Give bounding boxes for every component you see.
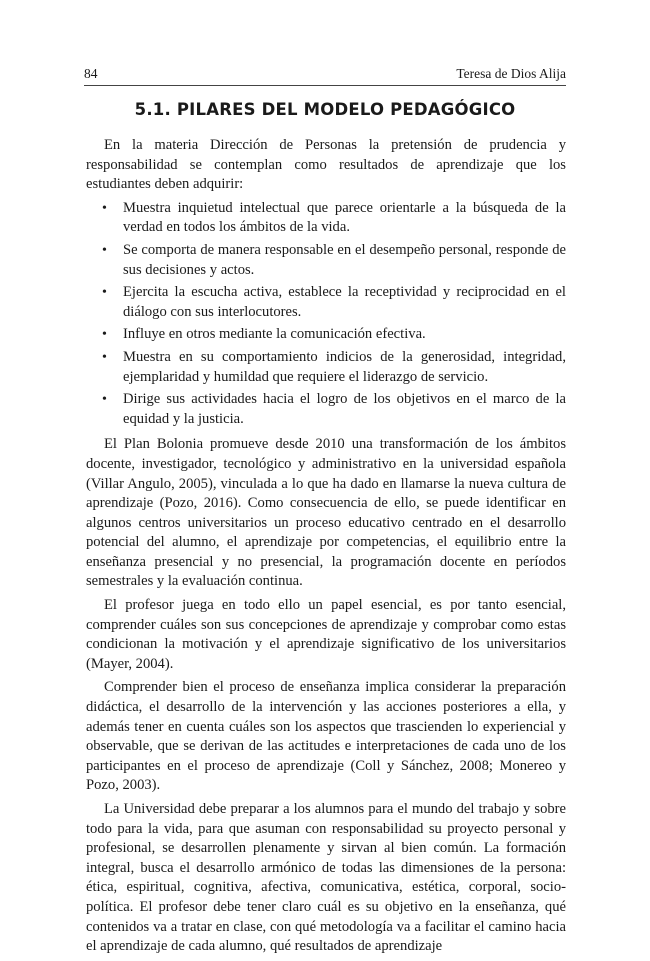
bullet-icon: • bbox=[102, 200, 107, 216]
paragraph: Comprender bien el proceso de enseñanza implica considerar la preparación didáctica, el desarrollo de la intervención y las acciones posteriores a ella, y además tener en cuenta cuáles son los aspectos que trascienden lo experiencial y observable, que se derivan de las actitudes e interpretaciones de cada uno de los participantes en el proceso de aprendizaje (Coll y Sánchez, 2008; Monereo y Pozo, 2003). bbox=[86, 679, 566, 794]
body-text bbox=[86, 136, 566, 961]
bullet-icon: • bbox=[102, 242, 107, 258]
list-item-text: Influye en otros mediante la comunicación efectiva. bbox=[123, 326, 426, 343]
list-item-text: Dirige sus actividades hacia el logro de los objetivos en el marco de la equidad y la justicia. bbox=[123, 391, 566, 427]
paragraph: El profesor juega en todo ello un papel esencial, es por tanto esencial, comprender cuáles son sus concepciones de aprendizaje y comprobar como estas condicionan la motivación y el aprendizaje significativo de los universitarios (Mayer, 2004). bbox=[86, 597, 566, 672]
running-header bbox=[84, 64, 566, 86]
list-item-text: Muestra inquietud intelectual que parece orientarle a la búsqueda de la verdad en todos los ámbitos de la vida. bbox=[123, 199, 566, 236]
paragraph: El Plan Bolonia promueve desde 2010 una transformación de los ámbitos docente, investigador, tecnológico y administrativo en la universidad española (Villar Angulo, 2005), vinculada a lo que ha dado en llamarse la nueva cultura de aprendizaje (Pozo, 2016). Como consecuencia de ello, se puede identificar en algunos centros universitarios un proceso educativo centrado en el desarrollo potencial del alumno, el aprendizaje por competencias, el equilibrio entre la enseñanza presencial y no presencial, la programación docente en períodos semestrales y la evaluación continua. bbox=[86, 436, 566, 590]
bullet-icon: • bbox=[102, 392, 107, 408]
intro-paragraph: En la materia Dirección de Personas la pretensión de prudencia y responsabilidad se contemplan como resultados de aprendizaje que los estudiantes deben adquirir: bbox=[86, 137, 566, 193]
list-item bbox=[86, 348, 566, 387]
list-item bbox=[86, 241, 566, 280]
learning-outcomes-list bbox=[86, 199, 566, 430]
list-item-text: Se comporta de manera responsable en el desempeño personal, responde de sus decisiones y actos. bbox=[123, 241, 566, 278]
list-item-text: Muestra en su comportamiento indicios de la generosidad, integridad, ejemplaridad y humildad que requiere el liderazgo de servicio. bbox=[123, 348, 566, 385]
list-item bbox=[86, 199, 566, 238]
bullet-icon: • bbox=[102, 349, 107, 365]
list-item-text: Ejercita la escucha activa, establece la receptividad y reciprocidad en el diálogo con sus interlocutores. bbox=[123, 284, 566, 320]
list-item bbox=[86, 283, 566, 322]
list-item bbox=[86, 390, 566, 429]
bullet-icon: • bbox=[102, 327, 107, 343]
running-author: Teresa de Dios Alija bbox=[456, 66, 566, 81]
list-item bbox=[86, 325, 566, 345]
page-number: 84 bbox=[84, 66, 98, 81]
paragraph: La Universidad debe preparar a los alumnos para el mundo del trabajo y sobre todo para la vida, para que asuman con responsabilidad su proyecto personal y profesional, se desarrollen plenamente y sirvan al bien común. La formación integral, busca el desarrollo armónico de todas las dimensiones de la persona: ética, espiritual, cognitiva, afectiva, comunicativa, estética, corporal, socio-política. El profesor debe tener claro cuál es su objetivo en la enseñanza, qué contenidos va a tratar en clase, con qué metodología va a facilitar el camino hacia el aprendizaje de cada alumno, qué resultados de aprendizaje bbox=[86, 801, 566, 955]
section-title: 5.1. PILARES DEL MODELO PEDAGÓGICO bbox=[134, 100, 516, 119]
bullet-icon: • bbox=[102, 285, 107, 301]
